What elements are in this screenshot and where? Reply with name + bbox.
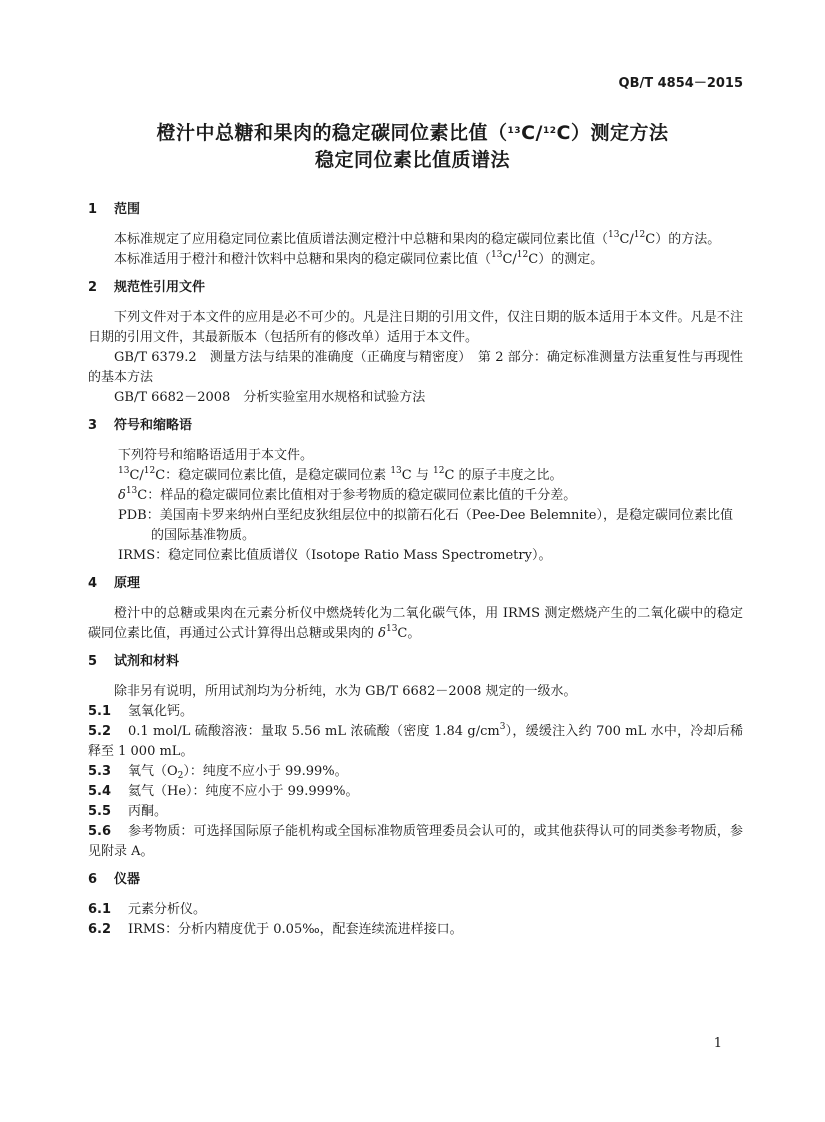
- section-heading-principle: 4 原理: [88, 576, 141, 591]
- definition-pdb: PDB：美国南卡罗来纳州白垩纪皮狄组层位中的拟箭石化石（Pee-Dee Belemnite），是稳定碳同位素比值的国际基准物质。: [118, 508, 733, 543]
- list-item: 5.3 氧气$(O_2)$：纯度不应小于 99.99%。: [88, 764, 348, 781]
- section-heading-reagents: 5 试剂和材料: [88, 654, 180, 669]
- document-body: [88, 200, 743, 940]
- standard-number: QB/T 4854－2015: [618, 76, 743, 91]
- list-item: 5.4 氦气（He）：纯度不应小于 99.999%。: [88, 784, 359, 799]
- section-heading-normative-references: 2 规范性引用文件: [88, 280, 206, 295]
- paragraph: 下列符号和缩略语适用于本文件。: [118, 448, 314, 463]
- list-item: 6.1 元素分析仪。: [88, 902, 207, 917]
- list-item: 5.6 参考物质：可选择国际原子能机构或全国标准物质管理委员会认可的，或其他获得认可的同类参考物质，参见附录 A。: [88, 824, 743, 859]
- paragraph: 下列文件对于本文件的应用是必不可少的。凡是注日期的引用文件，仅注日期的版本适用于本文件。凡是不注日期的引用文件，其最新版本（包括所有的修改单）适用于本文件。: [88, 310, 743, 345]
- list-item: 5.1 氢氧化钙。: [88, 704, 194, 719]
- section-heading-apparatus: 6 仪器: [88, 872, 141, 887]
- page-number: 1: [713, 1036, 722, 1051]
- document-title-line1: 橙汁中总糖和果肉的稳定碳同位素比值（$^{13}$C/$^{12}$C）测定方法: [156, 122, 669, 144]
- paragraph: 橙汁中的总糖或果肉在元素分析仪中燃烧转化为二氧化碳气体，用 IRMS 测定燃烧产生的二氧化碳中的稳定碳同位素比值，再通过公式计算得出总糖或果肉的 $\delta^{13}C$。: [88, 606, 743, 641]
- definition-delta: $\delta^{13}C$：样品的稳定碳同位素比值相对于参考物质的稳定碳同位素比值的千分差。: [118, 486, 577, 503]
- definition-ratio: $^{13}$C/$^{12}$C：稳定碳同位素比值，是稳定碳同位素 $^{13}$C 与 $^{12}$C 的原子丰度之比。: [118, 466, 563, 483]
- paragraph: 除非另有说明，所用试剂均为分析纯，水为 GB/T 6682－2008 规定的一级水。: [114, 684, 577, 699]
- list-item: 5.2 0.1 mol/L 硫酸溶液：量取 5.56 mL 浓硫酸（密度 1.84 $g/cm^3$），缓缓注入约 700 mL 水中，冷却后稀释至 1 000 mL。: [88, 722, 743, 759]
- section-heading-symbols: 3 符号和缩略语: [88, 418, 193, 433]
- reference-item: GB/T 6682－2008 分析实验室用水规格和试验方法: [114, 390, 426, 405]
- reference-item: GB/T 6379.2 测量方法与结果的准确度（正确度与精密度） 第 2 部分：确定标准测量方法重复性与再现性的基本方法: [88, 350, 743, 385]
- list-item: 6.2 IRMS：分析内精度优于 0.05‰，配套连续流进样接口。: [88, 922, 463, 937]
- definition-irms: IRMS：稳定同位素比值质谱仪（Isotope Ratio Mass Spectrometry）。: [118, 548, 552, 563]
- section-heading-scope: 1 范围: [88, 202, 141, 217]
- paragraph: 本标准适用于橙汁和橙汁饮料中总糖和果肉的稳定碳同位素比值（$^{13}$C/$^{12}$C）的测定。: [114, 250, 604, 267]
- paragraph: 本标准规定了应用稳定同位素比值质谱法测定橙汁中总糖和果肉的稳定碳同位素比值（$^{13}$C/$^{12}$C）的方法。: [114, 230, 721, 247]
- list-item: 5.5 丙酮。: [88, 804, 168, 819]
- document-title-line2: 稳定同位素比值质谱法: [314, 149, 510, 171]
